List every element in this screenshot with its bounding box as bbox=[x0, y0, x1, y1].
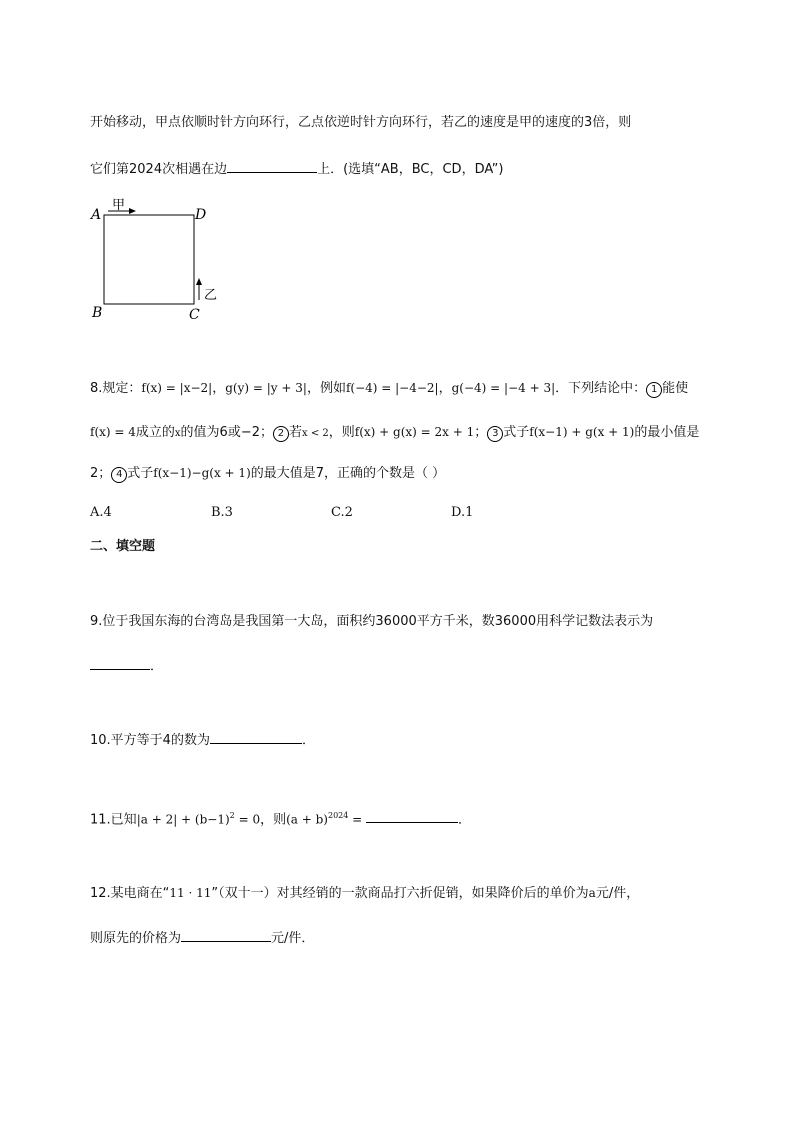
q11-line bbox=[90, 807, 471, 829]
q10-line bbox=[90, 729, 315, 750]
q8-text: 式子 bbox=[503, 425, 530, 440]
q12-text: 则原先的价格为 bbox=[90, 931, 182, 946]
circled-number-4: 4 bbox=[111, 467, 127, 483]
q8-math: f(x) = |x−2| bbox=[141, 381, 213, 395]
q12-text: 元/件． bbox=[271, 931, 315, 946]
q11-exponent: 2 bbox=[229, 811, 235, 820]
q8-math: g(y) = |y + 3| bbox=[225, 381, 307, 395]
q7-line2-options: 上．(选填“AB，BC，CD，DA”) bbox=[317, 162, 504, 177]
q8-text: 的最小值是 bbox=[634, 425, 700, 440]
q7-answer-blank[interactable] bbox=[227, 158, 317, 173]
q12-line2 bbox=[90, 927, 314, 948]
q8-option-d[interactable]: D.1 bbox=[451, 505, 474, 520]
q9-end-mark: ． bbox=[150, 659, 164, 674]
yi-arrow-head-icon bbox=[196, 278, 202, 285]
q8-option-a[interactable]: A.4 bbox=[90, 505, 112, 520]
q8-text: 的最大值是7，正确的个数是（ ） bbox=[250, 466, 446, 481]
q8-text: ．下列结论中： bbox=[555, 381, 647, 396]
q8-option-b[interactable]: B.3 bbox=[211, 505, 233, 520]
q8-text: 式子 bbox=[127, 466, 154, 481]
q12-math: a bbox=[588, 886, 596, 900]
q10-end-mark: ． bbox=[301, 733, 315, 748]
q12-answer-blank[interactable] bbox=[181, 927, 271, 942]
q11-math: = 0 bbox=[234, 812, 261, 827]
q8-math: x < 2 bbox=[302, 428, 329, 439]
circled-number-1: 1 bbox=[646, 382, 662, 398]
q8-text: ， bbox=[212, 381, 226, 396]
q9-line1: 9.位于我国东海的台湾岛是我国第一大岛，面积约36000平方千米，数36000用科学记数法表示为 bbox=[90, 614, 654, 629]
label-b: B bbox=[92, 305, 103, 321]
q11-text: ，则 bbox=[260, 812, 287, 828]
q7-square-figure bbox=[86, 196, 236, 326]
q8-option-c[interactable]: C.2 bbox=[331, 505, 353, 520]
label-jia: 甲 bbox=[112, 198, 126, 213]
q8-text: ，则 bbox=[328, 425, 355, 440]
q9-line2 bbox=[90, 655, 163, 676]
q11-math: |a + 2| + (b−1) bbox=[136, 812, 230, 827]
q8-math: f(−4) = |−4−2| bbox=[345, 381, 439, 395]
label-c: C bbox=[189, 307, 200, 323]
q7-line2-text: 它们第2024次相遇在边 bbox=[90, 162, 228, 177]
q10-answer-blank[interactable] bbox=[210, 729, 302, 744]
q12-text: ”（双十一）对其经销的一款商品打六折促销，如果降价后的单价为 bbox=[211, 886, 589, 901]
circled-number-2: 2 bbox=[273, 426, 289, 442]
q8-line3 bbox=[90, 464, 445, 483]
q12-text: 元/件， bbox=[595, 886, 640, 901]
q8-math: f(x) + g(x) = 2x + 1 bbox=[354, 425, 475, 439]
label-yi: 乙 bbox=[204, 288, 218, 303]
q8-math: f(x−1) + g(x + 1) bbox=[529, 425, 635, 439]
q8-math: x bbox=[174, 428, 181, 439]
q8-line1 bbox=[90, 379, 688, 398]
label-a: A bbox=[91, 207, 102, 223]
q11-math: (a + b) bbox=[286, 812, 328, 827]
q8-text: 若 bbox=[288, 425, 302, 440]
q8-text: ， bbox=[438, 381, 452, 396]
q8-math: f(x−1)−g(x + 1) bbox=[153, 466, 251, 480]
q8-text: 的值为6或−2； bbox=[180, 425, 273, 440]
section-heading-fill-in: 二、填空题 bbox=[90, 539, 156, 554]
q8-text: 能使 bbox=[662, 381, 689, 396]
q7-line2 bbox=[90, 158, 503, 179]
q8-math: g(−4) = |−4 + 3| bbox=[451, 381, 556, 395]
q9-answer-blank[interactable] bbox=[90, 655, 150, 670]
square-abcd bbox=[104, 215, 194, 304]
q11-text: 11.已知 bbox=[90, 812, 137, 828]
label-d: D bbox=[195, 207, 207, 223]
q11-exponent: 2024 bbox=[328, 811, 349, 820]
q8-text: 成立的 bbox=[135, 425, 175, 440]
q12-line1 bbox=[90, 884, 639, 903]
jia-arrow-head-icon bbox=[129, 208, 136, 214]
q11-math: = bbox=[348, 812, 367, 827]
q8-text: ； bbox=[474, 425, 488, 440]
q10-text: 10.平方等于4的数为 bbox=[90, 733, 210, 748]
q8-text: 8.规定： bbox=[90, 381, 142, 396]
q7-line1: 开始移动，甲点依顺时针方向环行，乙点依逆时针方向环行，若乙的速度是甲的速度的3倍，则 bbox=[90, 115, 632, 130]
q8-line2 bbox=[90, 423, 699, 443]
q12-text: 12.某电商在“ bbox=[90, 886, 170, 901]
q8-text: ，例如 bbox=[306, 381, 346, 396]
q12-math: 11 · 11 bbox=[169, 886, 212, 900]
q8-text: 2； bbox=[90, 466, 112, 481]
circled-number-3: 3 bbox=[487, 426, 503, 442]
q11-end-mark: ． bbox=[458, 812, 472, 828]
q8-math: f(x) = 4 bbox=[90, 425, 136, 439]
q11-answer-blank[interactable] bbox=[366, 808, 458, 823]
